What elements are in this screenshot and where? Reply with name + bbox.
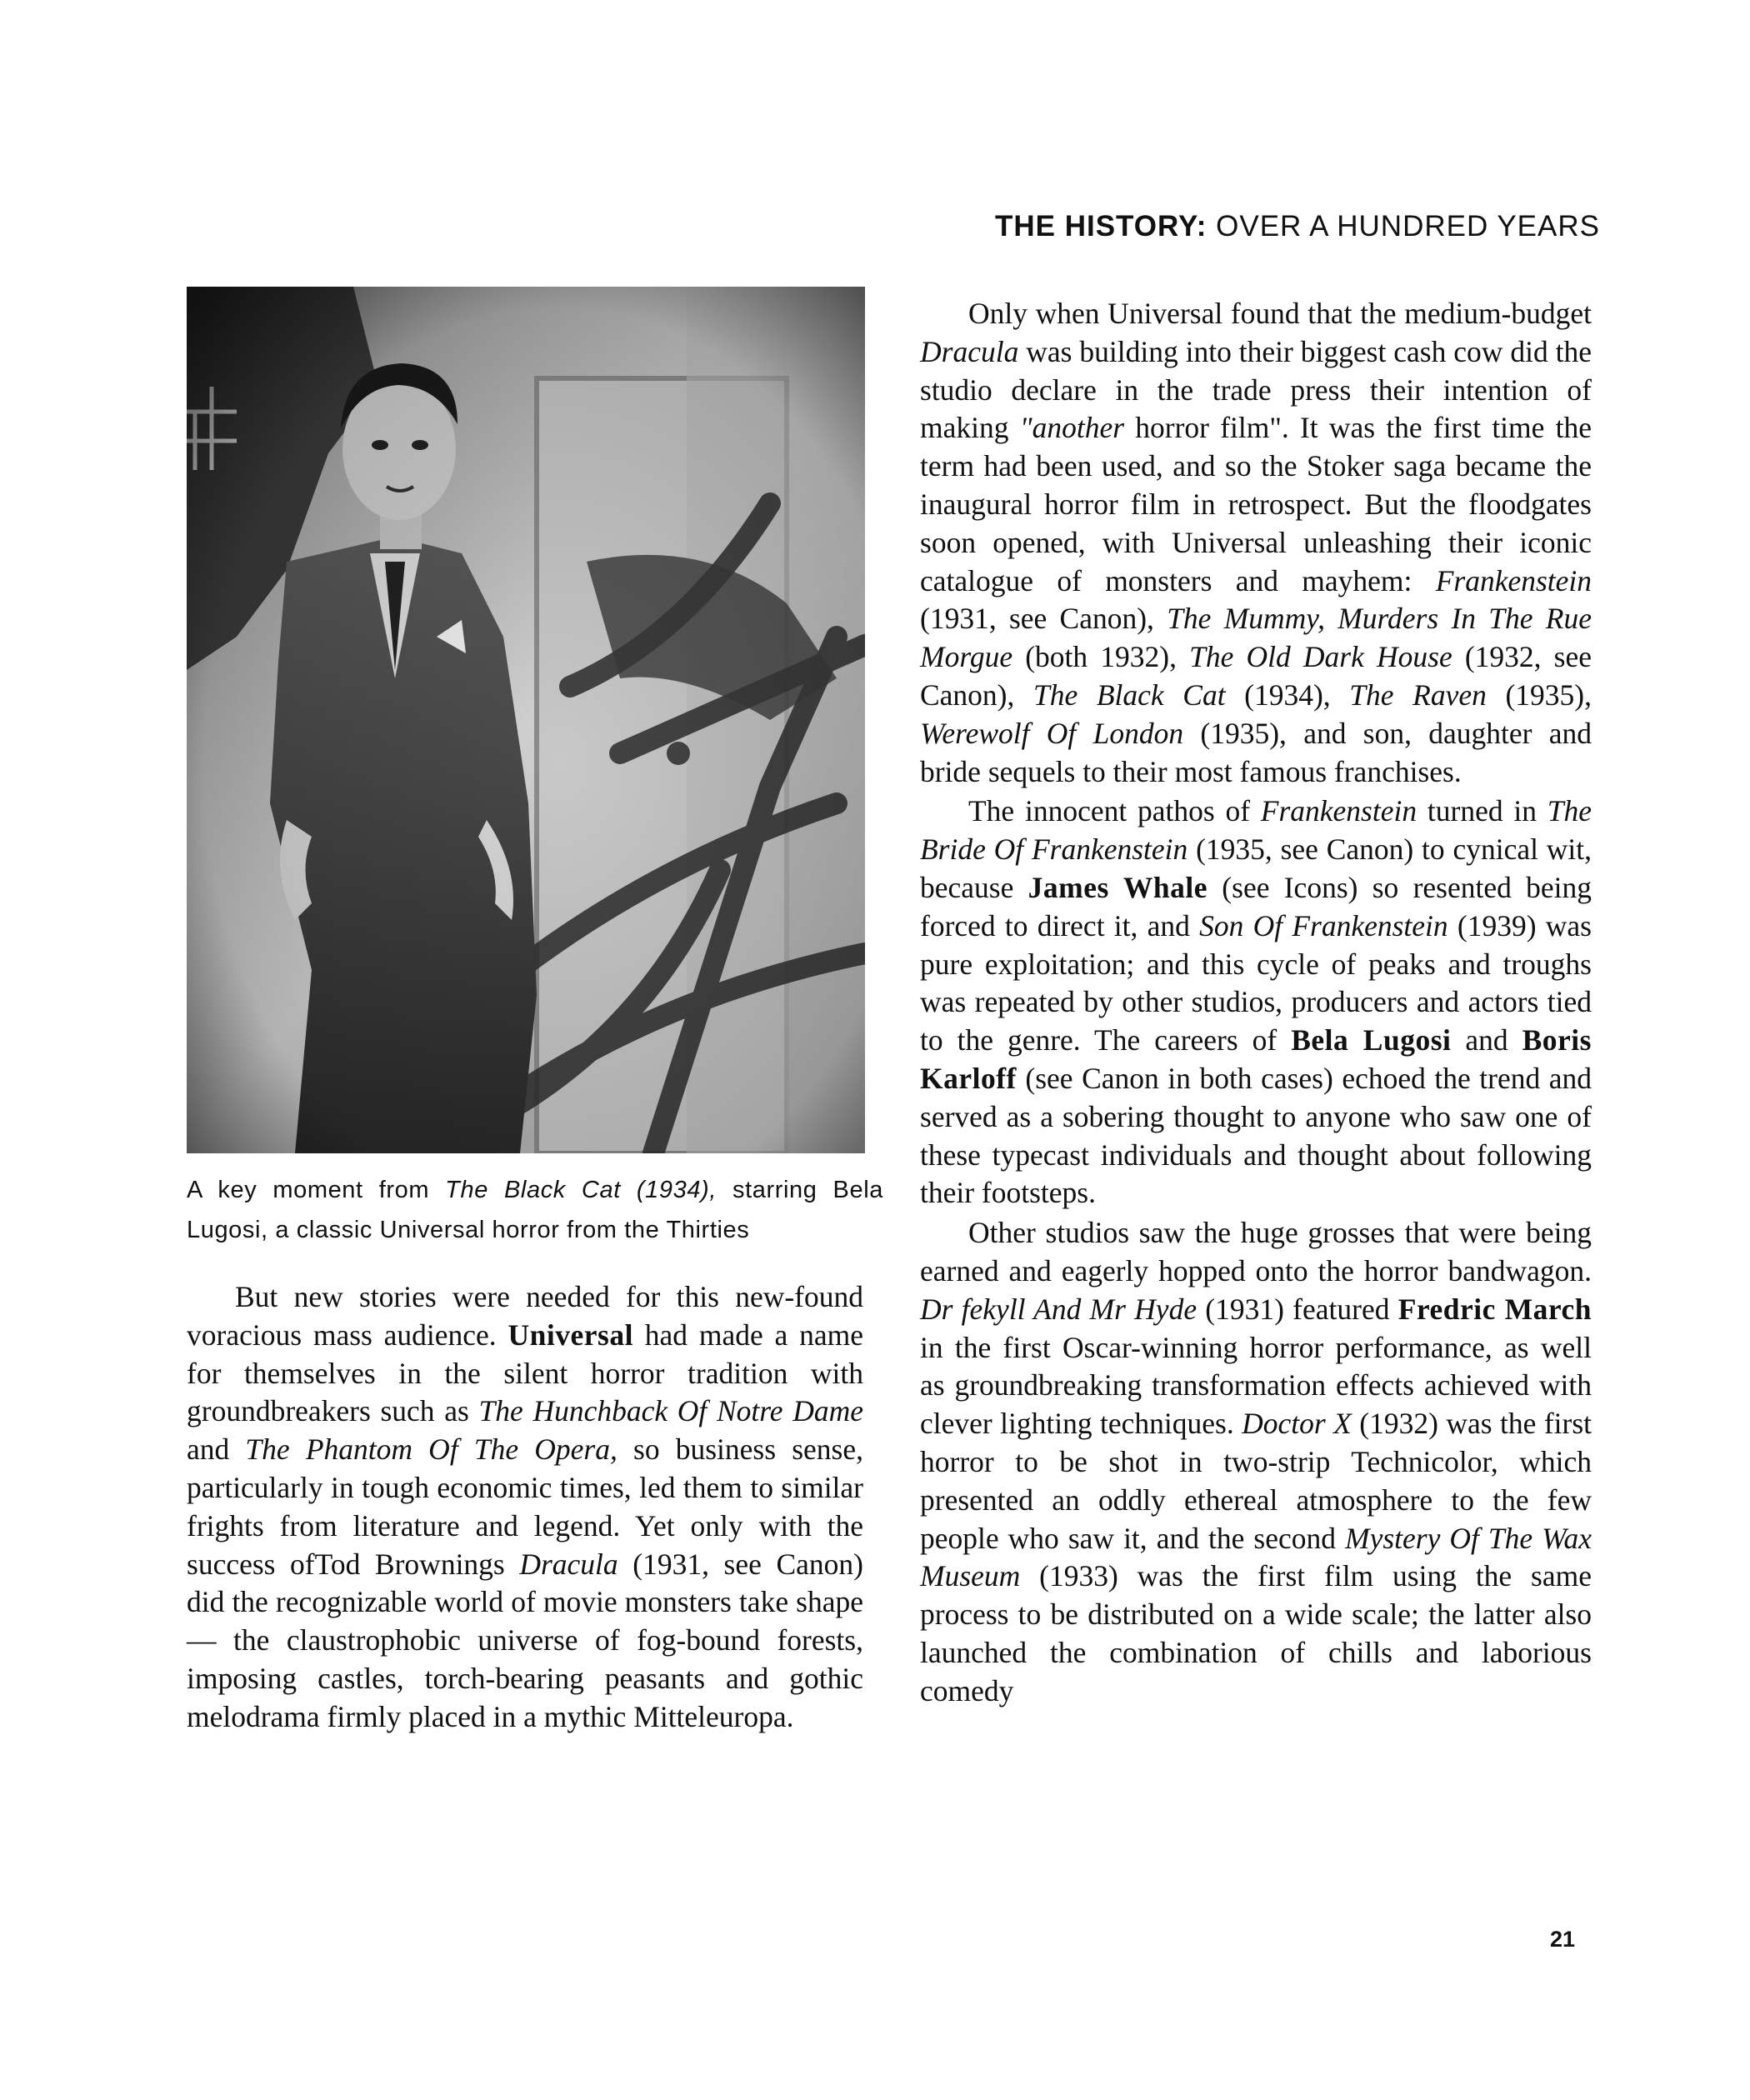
- text-run: The innocent pathos of: [968, 794, 1261, 828]
- page-number: 21: [1550, 1927, 1576, 1952]
- bold-name: Universal: [508, 1318, 633, 1352]
- text-run: (see Icons) so resented being forced to direct it, and: [920, 870, 1592, 942]
- film-title: The Mummy, Murders In The Rue Morgue: [920, 602, 1592, 674]
- paragraph: [187, 1278, 863, 1737]
- text-run: was building into their biggest cash cow did the studio declare in the trade press their intention of making: [920, 334, 1592, 445]
- text-run: (1935), and son, daughter and bride sequels to their most famous franchises.: [920, 716, 1592, 788]
- left-text-column: [187, 1278, 863, 1737]
- text-run: (1932, see Canon),: [920, 640, 1592, 712]
- running-head-title: OVER A HUNDRED YEARS: [1216, 210, 1600, 242]
- paragraph: [920, 1214, 1592, 1710]
- text-run: and: [187, 1432, 246, 1467]
- film-still-illustration: [187, 287, 865, 1153]
- text-run: (see Canon in both cases) echoed the trend and served as a sobering thought to anyone who saw one of these typecast individuals and thought about following their footsteps.: [920, 1061, 1592, 1210]
- film-title: Dracula: [519, 1547, 618, 1581]
- film-title: The Hunchback Of Notre Dame: [478, 1394, 863, 1428]
- film-title: The Bride Of Frankenstein: [920, 794, 1592, 867]
- bold-name: Fredric March: [1398, 1292, 1592, 1326]
- film-title: Frankenstein: [1435, 563, 1592, 598]
- text-run: (1934),: [1225, 678, 1350, 712]
- photo-caption: [187, 1170, 883, 1250]
- bold-name: James Whale: [1028, 870, 1208, 904]
- running-head-section: THE HISTORY:: [994, 210, 1208, 242]
- text-run: Other studios saw the huge grosses that were being earned and eagerly hopped onto the horror bandwagon.: [920, 1216, 1592, 1288]
- text-run: (1931, see Canon),: [920, 602, 1168, 636]
- film-still-photo: [187, 287, 865, 1153]
- text-run: had made a name for themselves in the silent horror tradition with groundbreakers such as: [187, 1318, 863, 1428]
- emphasis: "another: [1019, 411, 1125, 445]
- film-title: Mystery Of The Wax Museum: [920, 1521, 1592, 1593]
- caption-rest: starring Bela Lugosi, a classic Universal horror from the Thirties: [187, 1177, 883, 1243]
- film-title: Dr fekyll And Mr Hyde: [920, 1292, 1198, 1326]
- text-run: Only when Universal found that the medium-budget: [968, 297, 1592, 330]
- paragraph: [920, 295, 1592, 791]
- text-run: horror film". It was the first time the term had been used, and so the Stoker saga became the inaugural horror film in retrospect. But the floodgates soon opened, with Universal unleashing their iconic catalogue of monsters and mayhem:: [920, 411, 1592, 598]
- film-title: Son Of Frankenstein: [1199, 908, 1448, 942]
- film-title: The Raven: [1349, 678, 1487, 712]
- text-run: turned in: [1417, 794, 1548, 828]
- text-run: in the first Oscar-winning horror performance, as well as groundbreaking transformation effects achieved with clever lighting techniques.: [920, 1330, 1592, 1441]
- text-run: (1935, see Canon) to cynical wit, because: [920, 832, 1592, 904]
- film-title: The Old Dark House: [1189, 640, 1452, 674]
- text-run: so business sense, particularly in tough economic times, led them to similar frights from literature and legend. Yet only with the success ofTod Brownings: [187, 1432, 863, 1581]
- film-title: Doctor X: [1242, 1407, 1352, 1441]
- film-title: The Black Cat: [1033, 678, 1226, 712]
- film-title: Dracula: [920, 334, 1019, 368]
- text-run: (1931, see Canon) did the recognizable world of movie monsters take shape — the claustrophobic universe of fog-bound forests, imposing castles, torch-bearing peasants and gothic melodrama firmly placed in a mythic Mitteleuropa.: [187, 1547, 863, 1733]
- text-run: (1931) featured: [1197, 1292, 1398, 1326]
- text-run: (1932) was the first horror to be shot in two-strip Technicolor, which presented an oddly ethereal atmosphere to the few people who saw it, and the second: [920, 1407, 1592, 1555]
- film-title: Werewolf Of London: [920, 716, 1184, 750]
- bold-name: Bela Lugosi: [1291, 1023, 1452, 1058]
- text-run: and: [1451, 1023, 1522, 1058]
- text-run: (both 1932),: [1012, 640, 1190, 674]
- bold-name: Boris Karloff: [920, 1023, 1592, 1095]
- caption-film-title: The Black Cat (1934),: [445, 1177, 717, 1203]
- film-title: The Phantom Of The Opera,: [245, 1432, 618, 1467]
- running-head: [995, 210, 1600, 243]
- text-run: (1933) was the first film using the same process to be distributed on a wide scale; the latter also launched the combination of chills and laborious comedy: [920, 1559, 1592, 1708]
- caption-lead: A key moment from: [187, 1177, 446, 1203]
- right-text-column: [920, 295, 1592, 1710]
- paragraph: [920, 792, 1592, 1212]
- film-title: Frankenstein: [1260, 794, 1418, 828]
- text-run: (1935),: [1486, 678, 1592, 712]
- text-run: But new stories were needed for this new-found voracious mass audience.: [187, 1280, 863, 1352]
- text-run: (1939) was pure exploitation; and this cycle of peaks and troughs was repeated by other studios, producers and actors tied to the genre. The careers of: [920, 908, 1592, 1058]
